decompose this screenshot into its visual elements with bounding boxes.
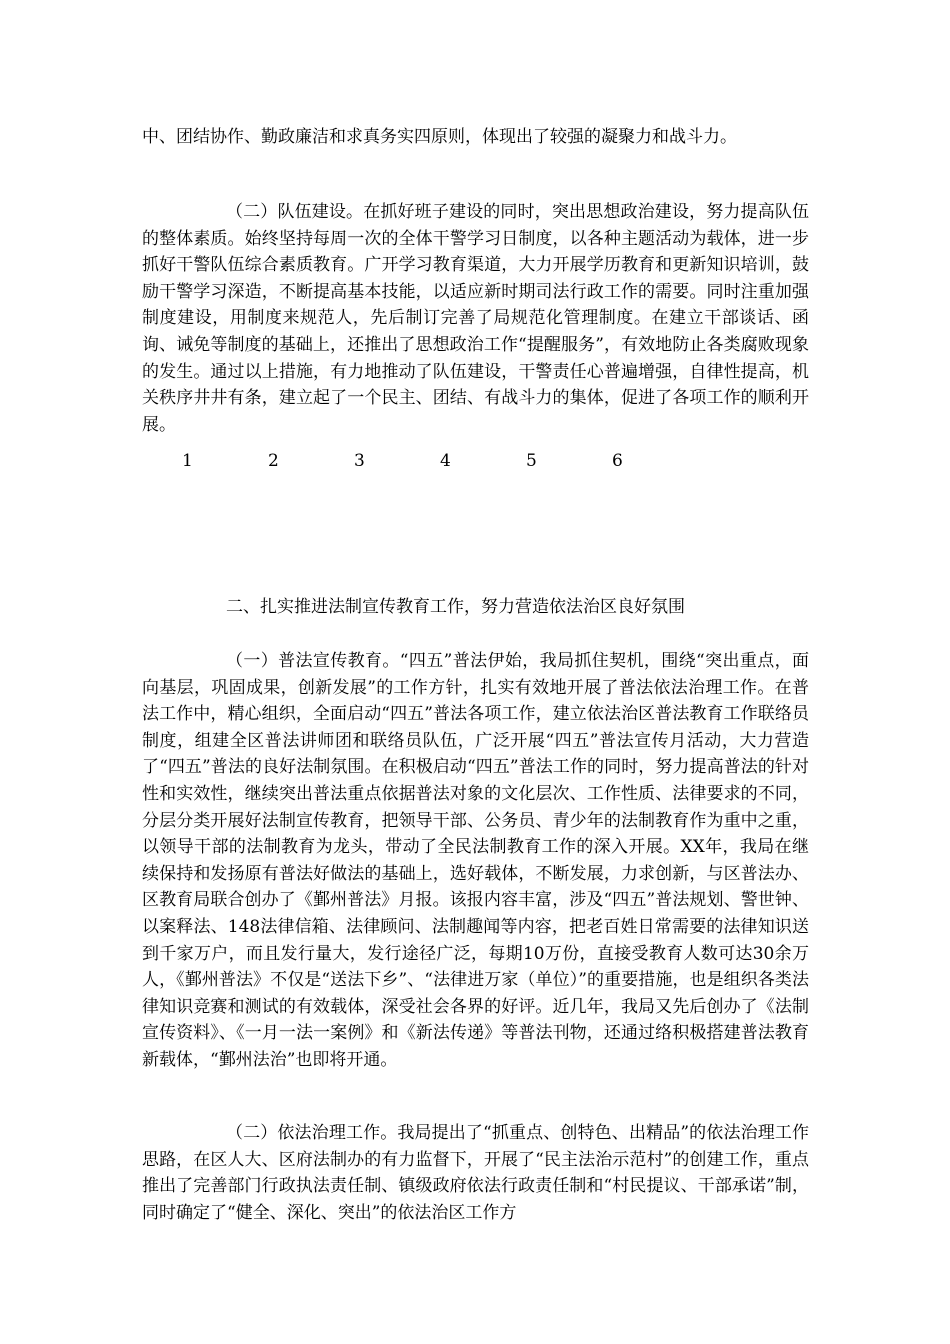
- number-3: 3: [354, 451, 365, 471]
- paragraph-legal-education: （一）普法宣传教育。“四五”普法伊始，我局抓住契机，围绕“突出重点，面向基层，巩固成果，创新发展”的工作方针，扎实有效地开展了普法依法治理工作。在普法工作中，精心组织，全面启动“四五”普法各项工作，建立依法治区普法教育工作联络员制度，组建全区普法讲师团和联络员队伍，广泛开展“四五”普法宣传月活动，大力营造了“四五”普法的良好法制氛围。在积极启动“四五”普法工作的同时，努力提高普法的针对性和实效性，继续突出普法重点依据普法对象的文化层次、工作性质、法律要求的不同，分层分类开展好法制宣传教育，把领导干部、公务员、青少年的法制教育作为重中之重，以领导干部的法制教育为龙头，带动了全民法制教育工作的深入开展。XX年，我局在继续保持和发扬原有普法好做法的基础上，选好载体，不断发展，力求创新，与区普法办、区教育局联合创办了《鄞州普法》月报。该报内容丰富，涉及“四五”普法规划、警世钟、以案释法、148法律信箱、法律顾问、法制趣闻等内容，把老百姓日常需要的法律知识送到千家万户，而且发行量大，发行途径广泛，每期10万份，直接受教育人数可达30余万人，《鄞州普法》不仅是“送法下乡”、“法律进万家（单位）”的重要措施，也是组织各类法律知识竞赛和测试的有效载体，深受社会各界的好评。近几年，我局又先后创办了《法制宣传资料》、《一月一法一案例》和《新法传递》等普法刊物，还通过络积极搭建普法教育新载体，“鄞州法治”也即将开通。: [142, 651, 809, 1070]
- paragraph-intro-continuation: 中、团结协作、勤政廉洁和求真务实四原则，体现出了较强的凝聚力和战斗力。: [142, 127, 737, 147]
- paragraph-legal-governance: （二）依法治理工作。我局提出了“抓重点、创特色、出精品”的依法治理工作思路，在区人大、区府法制办的有力监督下，开展了“民主法治示范村”的创建工作，重点推出了完善部门行政执法责任制、镇级政府依法行政责任制和“村民提议、干部承诺”制，同时确定了“健全、深化、突出”的依法治区工作方: [142, 1123, 809, 1223]
- paragraph-team-building: （二）队伍建设。在抓好班子建设的同时，突出思想政治建设，努力提高队伍的整体素质。始终坚持每周一次的全体干警学习日制度，以各种主题活动为载体，进一步抓好干警队伍综合素质教育。广开学习教育渠道，大力开展学历教育和更新知识培训，鼓励干警学习深造，不断提高基本技能，以适应新时期司法行政工作的需要。同时注重加强制度建设，用制度来规范人，先后制订完善了局规范化管理制度。在建立干部谈话、函询、诫免等制度的基础上，还推出了思想政治工作“提醒服务”，有效地防止各类腐败现象的发生。通过以上措施，有力地推动了队伍建设，干警责任心普遍增强，自律性提高，机关秩序井井有条，建立起了一个民主、团结、有战斗力的集体，促进了各项工作的顺利开展。: [142, 202, 809, 435]
- section-heading: 二、扎实推进法制宣传教育工作，努力营造依法治区良好氛围: [226, 597, 685, 617]
- number-6: 6: [612, 451, 623, 471]
- number-1: 1: [182, 451, 193, 471]
- number-2: 2: [268, 451, 279, 471]
- number-5: 5: [526, 451, 537, 471]
- number-4: 4: [440, 451, 451, 471]
- number-row: [0, 448, 950, 474]
